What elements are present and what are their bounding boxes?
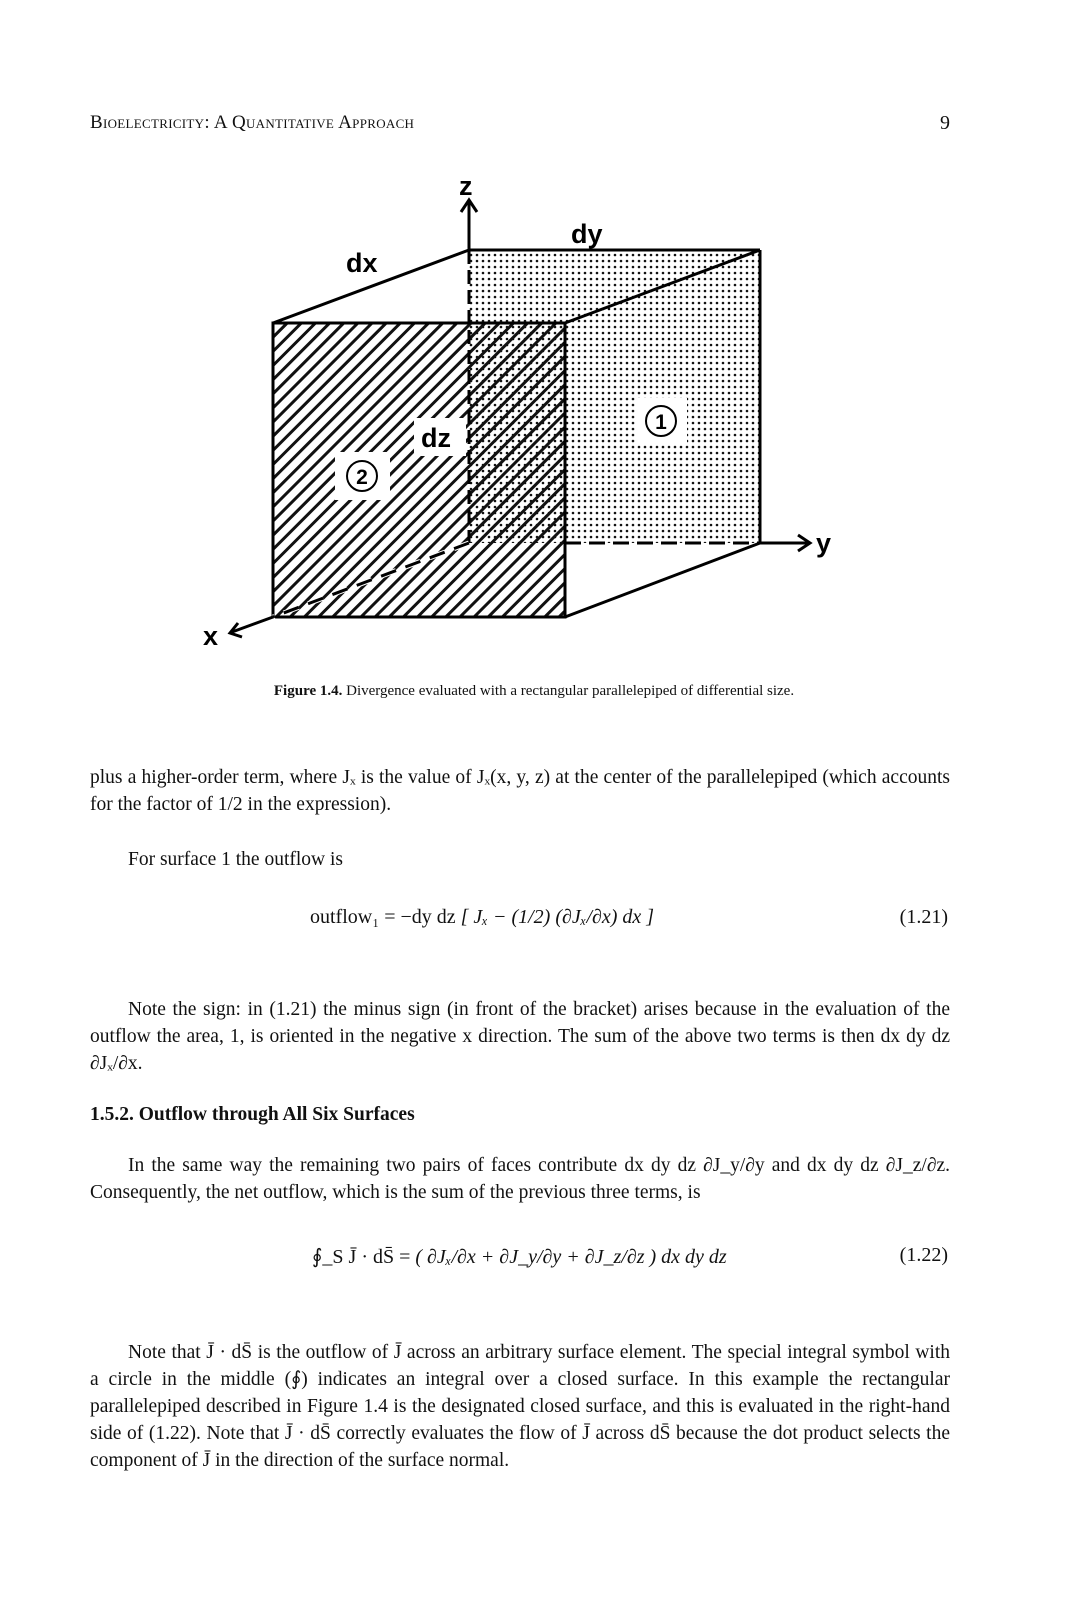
paragraph-3: Note the sign: in (1.21) the minus sign (in front of the bracket) arises because in the evaluation of the outflow the area, 1, is oriented in the negative x direction. The sum of the above two terms is then dx dy dz ∂Jₓ/∂x. [90, 999, 950, 1074]
surface-2-label: 2 [356, 466, 368, 489]
equation-1-22 [0, 1230, 1068, 1290]
eq122-number: (1.22) [899, 1244, 948, 1266]
y-label: y [816, 528, 832, 558]
eq121-lhs: outflow₁ = −dy dz [310, 906, 456, 928]
paragraph-4: In the same way the remaining two pairs of faces contribute dx dy dz ∂J_y/∂y and dx dy dz ∂J_z/∂z. Consequently, the net outflow, which is the sum of the previous three terms, is [90, 1155, 950, 1203]
dy-label: dy [571, 219, 603, 249]
figure-caption [0, 683, 1068, 700]
surface-2-front-face [273, 323, 565, 617]
paragraph-5: Note that J̄ · dS̄ is the outflow of J̄ across an arbitrary surface element. The special integral symbol with a circle in the middle (∮) indicates an integral over a closed surface. In this example the rectangular parallelepiped described in Figure 1.4 is the designated closed surface, and this is evaluated in the right-hand side of (1.22). Note that J̄ · dS̄ correctly evaluates the flow of J̄ across dS̄ because the dot product selects the component of J̄ in the direction of the surface normal. [90, 1342, 950, 1471]
eq122-lhs: ∮_S J̄ · dS̄ = [312, 1246, 411, 1268]
eq121-number: (1.21) [899, 906, 948, 928]
equation-1-21 [0, 898, 1068, 958]
dz-label: dz [421, 423, 451, 453]
section-heading: 1.5.2. Outflow through All Six Surfaces [90, 1104, 415, 1125]
eq121-body: [ Jₓ − (1/2) (∂Jₓ/∂x) dx ] [460, 906, 655, 928]
z-label: z [459, 171, 473, 201]
eq122-body: ( ∂Jₓ/∂x + ∂J_y/∂y + ∂J_z/∂z ) dx dy dz [415, 1246, 727, 1268]
page-number: 9 [940, 112, 950, 134]
caption-label: Figure 1.4. [273, 683, 343, 699]
dx-label: dx [346, 248, 378, 278]
caption-text: Divergence evaluated with a rectangular parallelepiped of differential size. [346, 683, 795, 699]
surface-1-label: 1 [655, 411, 667, 434]
paragraph-2: For surface 1 the outflow is [128, 849, 343, 870]
paragraph-1: plus a higher-order term, where Jₓ is the value of Jₓ(x, y, z) at the center of the parallelepiped (which accounts for the factor of 1/2 in the expression). [90, 767, 950, 815]
x-label: x [203, 621, 219, 651]
running-header: Bioelectricity: A Quantitative Approach [90, 112, 415, 133]
parallelepiped-figure [0, 0, 1068, 680]
